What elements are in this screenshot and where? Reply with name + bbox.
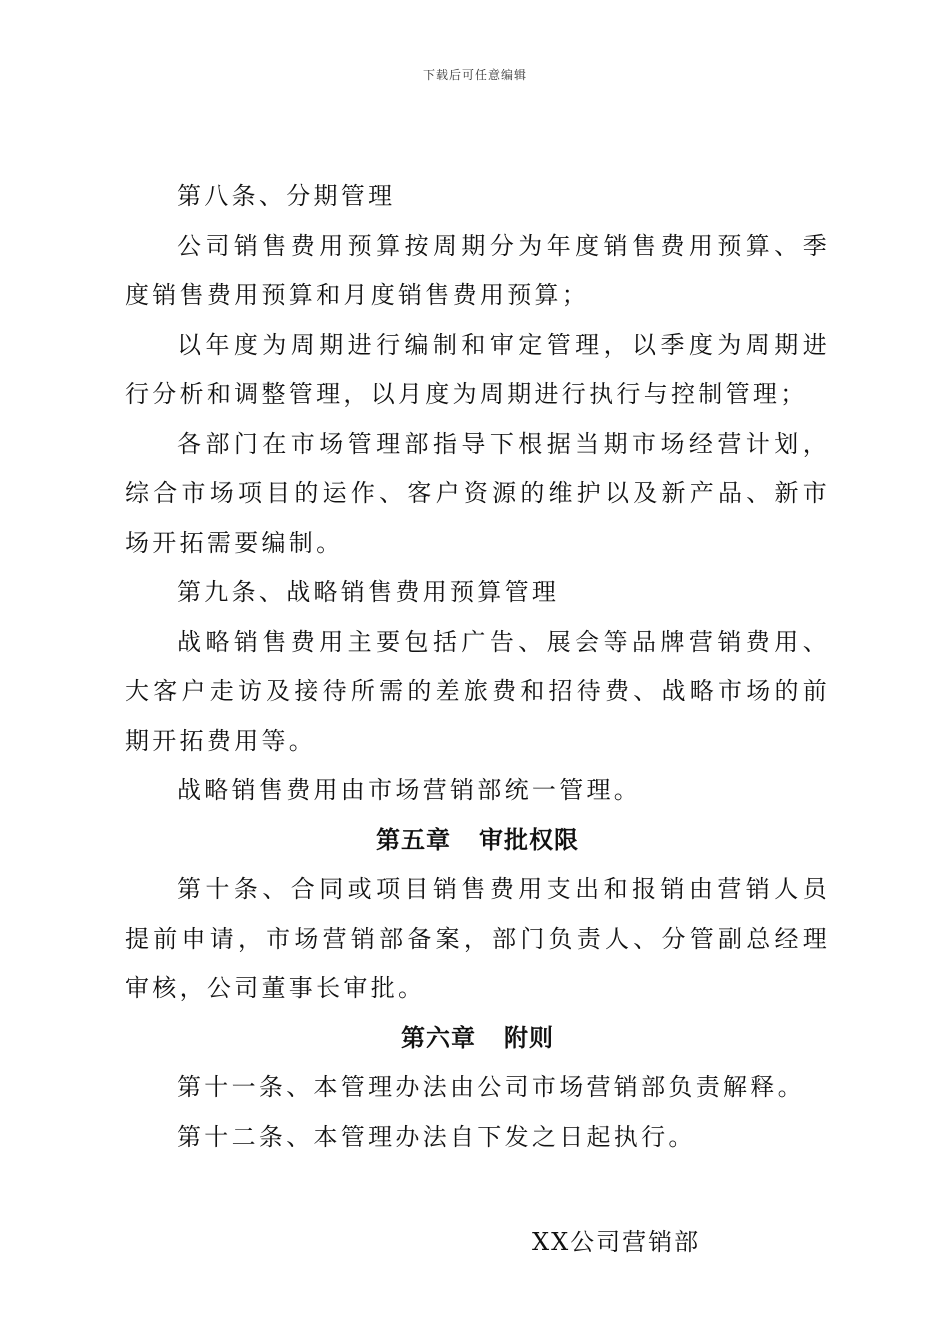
chapter-5-title: 审批权限 bbox=[479, 825, 579, 854]
document-body bbox=[125, 172, 830, 1162]
header-note: 下载后可任意编辑 bbox=[422, 68, 527, 82]
article-9-paragraph-2: 战略销售费用由市场营销部统一管理。 bbox=[177, 776, 642, 804]
article-8-paragraph-3: 各部门在市场管理部指导下根据当期市场经营计划，综合市场项目的运作、客户资源的维护以及新产品、新市场开拓需要编制。 bbox=[125, 429, 830, 557]
article-9-title: 第九条、战略销售费用预算管理 bbox=[177, 578, 560, 606]
article-10-paragraph: 第十条、合同或项目销售费用支出和报销由营销人员提前申请，市场营销部备案，部门负责人、分管副总经理审核，公司董事长审批。 bbox=[125, 875, 830, 1002]
article-12-paragraph: 第十二条、本管理办法自下发之日起执行。 bbox=[177, 1122, 696, 1151]
signature: XX公司营销部 bbox=[532, 1228, 701, 1256]
chapter-5-number: 第五章 bbox=[376, 825, 451, 854]
article-8-paragraph-1: 公司销售费用预算按周期分为年度销售费用预算、季度销售费用预算和月度销售费用预算； bbox=[125, 231, 830, 309]
article-9-paragraph-1: 战略销售费用主要包括广告、展会等品牌营销费用、大客户走访及接待所需的差旅费和招待费、战略市场的前期开拓费用等。 bbox=[125, 627, 830, 755]
article-8-title: 第八条、分期管理 bbox=[177, 182, 396, 210]
chapter-6-number: 第六章 bbox=[401, 1023, 476, 1052]
chapter-6-title: 附则 bbox=[504, 1023, 554, 1052]
chapter-5-heading bbox=[125, 816, 830, 866]
article-11-paragraph: 第十一条、本管理办法由公司市场营销部负责解释。 bbox=[177, 1073, 805, 1101]
chapter-6-heading bbox=[125, 1014, 830, 1064]
article-8-paragraph-2: 以年度为周期进行编制和审定管理，以季度为周期进行分析和调整管理，以月度为周期进行执行与控制管理； bbox=[125, 330, 830, 408]
